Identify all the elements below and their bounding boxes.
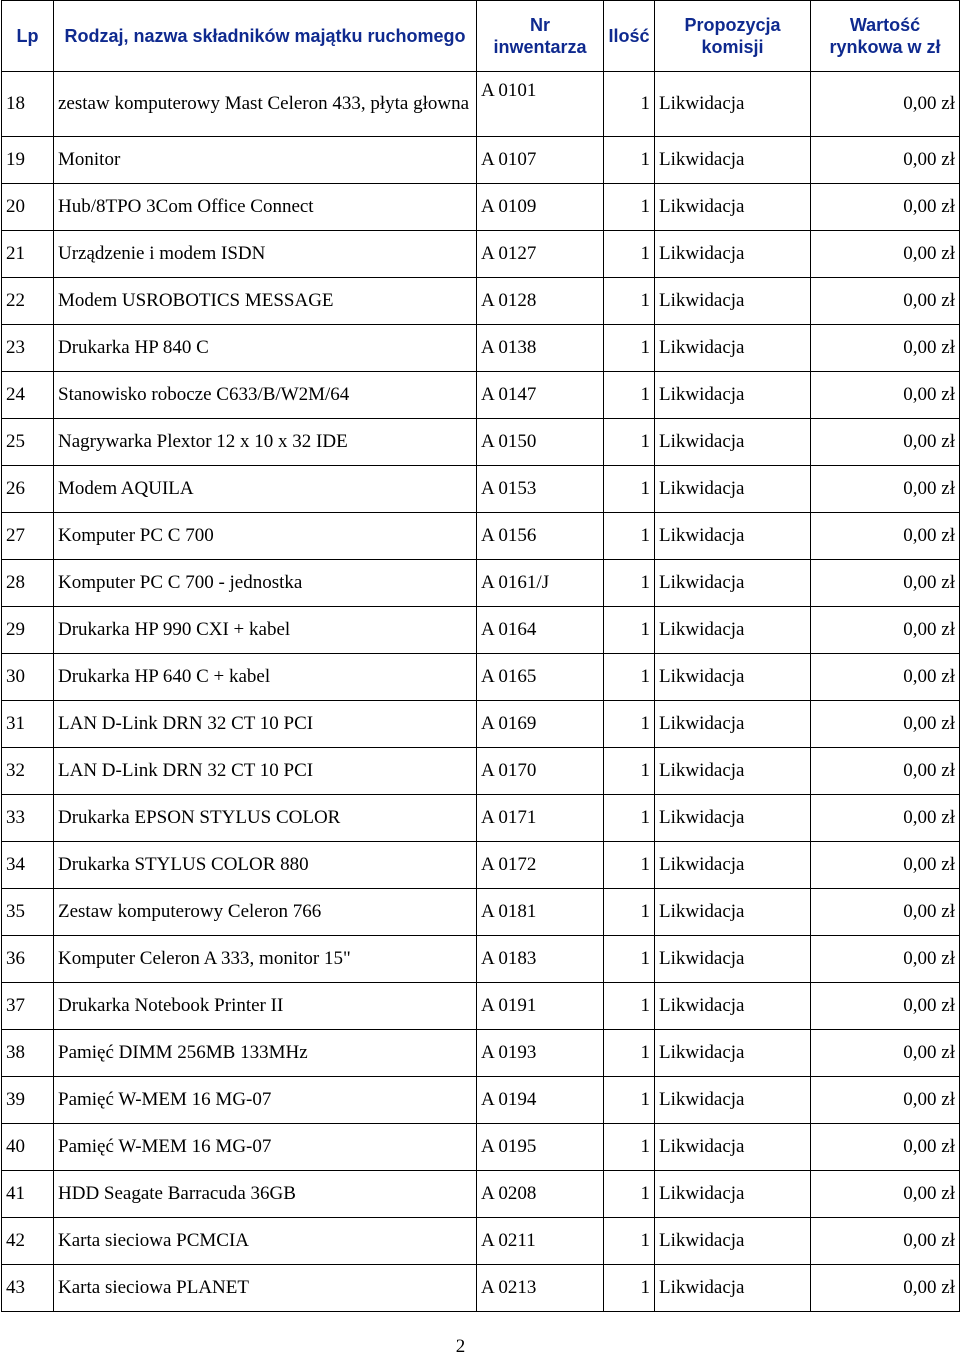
table-row	[2, 748, 960, 795]
row-lp: 20	[2, 184, 54, 231]
table-row	[2, 72, 960, 137]
row-inventory-number: A 0195	[477, 1124, 604, 1171]
row-quantity: 1	[604, 513, 655, 560]
table-row	[2, 701, 960, 748]
row-inventory-number: A 0181	[477, 889, 604, 936]
row-market-value: 0,00 zł	[811, 513, 960, 560]
row-inventory-number: A 0109	[477, 184, 604, 231]
table-row	[2, 513, 960, 560]
table-row	[2, 419, 960, 466]
row-quantity: 1	[604, 795, 655, 842]
row-lp: 40	[2, 1124, 54, 1171]
row-proposal: Likwidacja	[655, 795, 811, 842]
row-proposal: Likwidacja	[655, 889, 811, 936]
row-lp: 32	[2, 748, 54, 795]
row-proposal: Likwidacja	[655, 419, 811, 466]
row-proposal: Likwidacja	[655, 1030, 811, 1077]
table-row	[2, 936, 960, 983]
row-name: Drukarka Notebook Printer II	[54, 983, 477, 1030]
row-lp: 37	[2, 983, 54, 1030]
table-row	[2, 278, 960, 325]
row-quantity: 1	[604, 278, 655, 325]
row-quantity: 1	[604, 889, 655, 936]
row-name: HDD Seagate Barracuda 36GB	[54, 1171, 477, 1218]
row-name: Drukarka HP 840 C	[54, 325, 477, 372]
row-proposal: Likwidacja	[655, 936, 811, 983]
row-proposal: Likwidacja	[655, 654, 811, 701]
row-name: Urządzenie i modem ISDN	[54, 231, 477, 278]
row-inventory-number: A 0127	[477, 231, 604, 278]
row-quantity: 1	[604, 654, 655, 701]
row-name: Komputer Celeron A 333, monitor 15"	[54, 936, 477, 983]
row-market-value: 0,00 zł	[811, 607, 960, 654]
table-header-row	[2, 1, 960, 72]
row-lp: 42	[2, 1218, 54, 1265]
table-row	[2, 889, 960, 936]
row-quantity: 1	[604, 983, 655, 1030]
row-market-value: 0,00 zł	[811, 560, 960, 607]
row-quantity: 1	[604, 1265, 655, 1312]
row-lp: 43	[2, 1265, 54, 1312]
row-quantity: 1	[604, 1171, 655, 1218]
row-quantity: 1	[604, 372, 655, 419]
header-proposal: Propozycja komisji	[655, 1, 811, 72]
row-quantity: 1	[604, 72, 655, 137]
row-name: Drukarka EPSON STYLUS COLOR	[54, 795, 477, 842]
table-row	[2, 983, 960, 1030]
row-proposal: Likwidacja	[655, 372, 811, 419]
row-name: Nagrywarka Plextor 12 x 10 x 32 IDE	[54, 419, 477, 466]
row-inventory-number: A 0171	[477, 795, 604, 842]
row-name: Monitor	[54, 137, 477, 184]
row-proposal: Likwidacja	[655, 560, 811, 607]
row-quantity: 1	[604, 842, 655, 889]
table-row	[2, 1171, 960, 1218]
row-market-value: 0,00 zł	[811, 654, 960, 701]
row-name: Komputer PC C 700 - jednostka	[54, 560, 477, 607]
row-lp: 34	[2, 842, 54, 889]
row-lp: 35	[2, 889, 54, 936]
row-name: Stanowisko robocze C633/B/W2M/64	[54, 372, 477, 419]
row-lp: 30	[2, 654, 54, 701]
row-lp: 28	[2, 560, 54, 607]
row-lp: 33	[2, 795, 54, 842]
row-quantity: 1	[604, 936, 655, 983]
row-name: Hub/8TPO 3Com Office Connect	[54, 184, 477, 231]
table-row	[2, 184, 960, 231]
row-inventory-number: A 0208	[477, 1171, 604, 1218]
row-name: Pamięć W-MEM 16 MG-07	[54, 1124, 477, 1171]
table-row	[2, 1124, 960, 1171]
row-proposal: Likwidacja	[655, 1265, 811, 1312]
row-proposal: Likwidacja	[655, 842, 811, 889]
row-name: LAN D-Link DRN 32 CT 10 PCI	[54, 701, 477, 748]
row-market-value: 0,00 zł	[811, 1124, 960, 1171]
row-name: Komputer PC C 700	[54, 513, 477, 560]
row-lp: 19	[2, 137, 54, 184]
row-market-value: 0,00 zł	[811, 72, 960, 137]
row-lp: 21	[2, 231, 54, 278]
row-inventory-number: A 0101	[477, 72, 604, 137]
header-market-value: Wartość rynkowa w zł	[811, 1, 960, 72]
row-lp: 24	[2, 372, 54, 419]
row-quantity: 1	[604, 1124, 655, 1171]
row-lp: 39	[2, 1077, 54, 1124]
row-name: Modem USROBOTICS MESSAGE	[54, 278, 477, 325]
table-row	[2, 842, 960, 889]
row-lp: 27	[2, 513, 54, 560]
row-inventory-number: A 0128	[477, 278, 604, 325]
row-market-value: 0,00 zł	[811, 372, 960, 419]
row-proposal: Likwidacja	[655, 1124, 811, 1171]
table-row	[2, 607, 960, 654]
row-quantity: 1	[604, 137, 655, 184]
row-quantity: 1	[604, 607, 655, 654]
row-quantity: 1	[604, 560, 655, 607]
row-market-value: 0,00 zł	[811, 325, 960, 372]
table-row	[2, 560, 960, 607]
row-lp: 22	[2, 278, 54, 325]
row-proposal: Likwidacja	[655, 184, 811, 231]
row-lp: 36	[2, 936, 54, 983]
row-inventory-number: A 0161/J	[477, 560, 604, 607]
row-market-value: 0,00 zł	[811, 1077, 960, 1124]
row-market-value: 0,00 zł	[811, 889, 960, 936]
row-inventory-number: A 0153	[477, 466, 604, 513]
row-inventory-number: A 0150	[477, 419, 604, 466]
table-row	[2, 325, 960, 372]
row-inventory-number: A 0156	[477, 513, 604, 560]
table-row	[2, 466, 960, 513]
row-inventory-number: A 0107	[477, 137, 604, 184]
table-row	[2, 1218, 960, 1265]
row-market-value: 0,00 zł	[811, 983, 960, 1030]
table-row	[2, 1030, 960, 1077]
inventory-table	[1, 0, 960, 1312]
row-name: Zestaw komputerowy Celeron 766	[54, 889, 477, 936]
row-inventory-number: A 0165	[477, 654, 604, 701]
header-inventory-number: Nr inwentarza	[477, 1, 604, 72]
row-lp: 31	[2, 701, 54, 748]
row-inventory-number: A 0193	[477, 1030, 604, 1077]
row-market-value: 0,00 zł	[811, 419, 960, 466]
row-market-value: 0,00 zł	[811, 842, 960, 889]
row-proposal: Likwidacja	[655, 513, 811, 560]
row-lp: 23	[2, 325, 54, 372]
row-market-value: 0,00 zł	[811, 1171, 960, 1218]
row-quantity: 1	[604, 325, 655, 372]
row-lp: 41	[2, 1171, 54, 1218]
row-name: zestaw komputerowy Mast Celeron 433, płyta głowna	[54, 72, 477, 137]
row-proposal: Likwidacja	[655, 231, 811, 278]
row-market-value: 0,00 zł	[811, 184, 960, 231]
row-proposal: Likwidacja	[655, 137, 811, 184]
row-market-value: 0,00 zł	[811, 466, 960, 513]
row-market-value: 0,00 zł	[811, 278, 960, 325]
table-row	[2, 372, 960, 419]
row-proposal: Likwidacja	[655, 72, 811, 137]
row-inventory-number: A 0194	[477, 1077, 604, 1124]
row-inventory-number: A 0138	[477, 325, 604, 372]
row-inventory-number: A 0169	[477, 701, 604, 748]
row-market-value: 0,00 zł	[811, 795, 960, 842]
row-name: Modem AQUILA	[54, 466, 477, 513]
row-quantity: 1	[604, 184, 655, 231]
row-market-value: 0,00 zł	[811, 748, 960, 795]
row-lp: 25	[2, 419, 54, 466]
row-inventory-number: A 0191	[477, 983, 604, 1030]
row-inventory-number: A 0211	[477, 1218, 604, 1265]
row-name: LAN D-Link DRN 32 CT 10 PCI	[54, 748, 477, 795]
row-market-value: 0,00 zł	[811, 137, 960, 184]
row-proposal: Likwidacja	[655, 983, 811, 1030]
row-quantity: 1	[604, 701, 655, 748]
row-inventory-number: A 0172	[477, 842, 604, 889]
header-quantity: Ilość	[604, 1, 655, 72]
row-lp: 26	[2, 466, 54, 513]
row-quantity: 1	[604, 1218, 655, 1265]
header-lp: Lp	[2, 1, 54, 72]
row-name: Pamięć W-MEM 16 MG-07	[54, 1077, 477, 1124]
table-row	[2, 654, 960, 701]
table-row	[2, 1077, 960, 1124]
row-name: Karta sieciowa PLANET	[54, 1265, 477, 1312]
row-name: Drukarka STYLUS COLOR 880	[54, 842, 477, 889]
row-market-value: 0,00 zł	[811, 936, 960, 983]
row-quantity: 1	[604, 1030, 655, 1077]
table-row	[2, 231, 960, 278]
row-proposal: Likwidacja	[655, 1077, 811, 1124]
row-market-value: 0,00 zł	[811, 1030, 960, 1077]
row-quantity: 1	[604, 1077, 655, 1124]
row-market-value: 0,00 zł	[811, 1218, 960, 1265]
row-proposal: Likwidacja	[655, 1171, 811, 1218]
table-row	[2, 137, 960, 184]
row-lp: 29	[2, 607, 54, 654]
row-inventory-number: A 0164	[477, 607, 604, 654]
row-proposal: Likwidacja	[655, 1218, 811, 1265]
row-proposal: Likwidacja	[655, 701, 811, 748]
row-lp: 38	[2, 1030, 54, 1077]
row-proposal: Likwidacja	[655, 748, 811, 795]
row-quantity: 1	[604, 466, 655, 513]
row-inventory-number: A 0147	[477, 372, 604, 419]
page-number: 2	[455, 1336, 466, 1357]
table-row	[2, 795, 960, 842]
row-inventory-number: A 0170	[477, 748, 604, 795]
row-quantity: 1	[604, 231, 655, 278]
row-proposal: Likwidacja	[655, 325, 811, 372]
row-market-value: 0,00 zł	[811, 231, 960, 278]
row-name: Drukarka HP 990 CXI + kabel	[54, 607, 477, 654]
table-row	[2, 1265, 960, 1312]
row-inventory-number: A 0213	[477, 1265, 604, 1312]
header-name: Rodzaj, nazwa składników majątku ruchomego	[54, 1, 477, 72]
row-name: Karta sieciowa PCMCIA	[54, 1218, 477, 1265]
row-market-value: 0,00 zł	[811, 701, 960, 748]
row-proposal: Likwidacja	[655, 466, 811, 513]
row-name: Pamięć DIMM 256MB 133MHz	[54, 1030, 477, 1077]
row-market-value: 0,00 zł	[811, 1265, 960, 1312]
row-quantity: 1	[604, 419, 655, 466]
row-lp: 18	[2, 72, 54, 137]
row-proposal: Likwidacja	[655, 278, 811, 325]
row-inventory-number: A 0183	[477, 936, 604, 983]
table-body	[2, 72, 960, 1312]
row-name: Drukarka HP 640 C + kabel	[54, 654, 477, 701]
row-proposal: Likwidacja	[655, 607, 811, 654]
row-quantity: 1	[604, 748, 655, 795]
